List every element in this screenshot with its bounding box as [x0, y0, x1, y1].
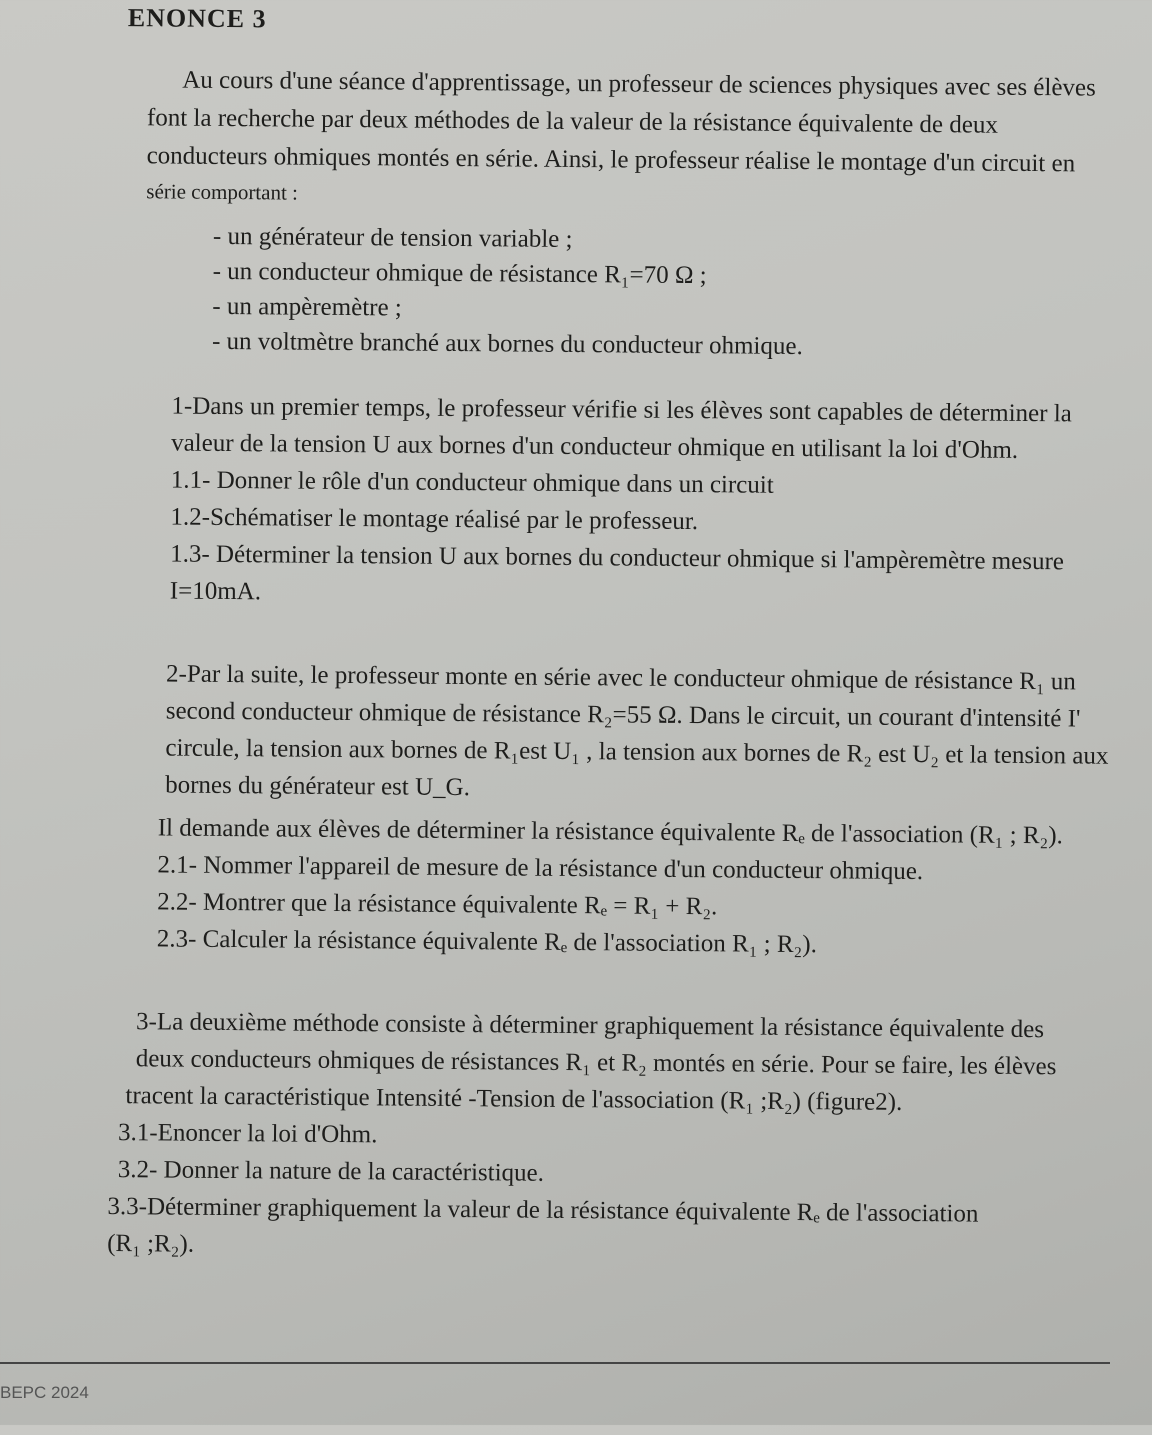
part2-line: circule, la tension aux bornes de R₁est U₁ , la tension aux bornes de R₂ est U₂ et la tension aux — [165, 734, 1109, 770]
intro-line: font la recherche par deux méthodes de la valeur de la résistance équivalente de deux — [146, 104, 999, 139]
part1-line: I=10mA. — [169, 577, 262, 606]
part2-line: 2.2- Montrer que la résistance équivalente Rₑ = R₁ + R₂. — [157, 888, 718, 921]
part1-line: 1.1- Donner le rôle d'un conducteur ohmique dans un circuit — [170, 466, 774, 499]
part1-line: valeur de la tension U aux bornes d'un conducteur ohmique en utilisant la loi d'Ohm. — [171, 429, 1019, 464]
material-item: - un voltmètre branché aux bornes du conducteur ohmique. — [211, 327, 803, 361]
part2-line: 2.1- Nommer l'appareil de mesure de la résistance d'un conducteur ohmique. — [157, 851, 924, 886]
part2-line: 2-Par la suite, le professeur monte en série avec le conducteur ohmique de résistance R₁ un — [166, 660, 1076, 696]
material-item: - un générateur de tension variable ; — [212, 222, 573, 254]
intro-line: conducteurs ohmiques montés en série. Ainsi, le professeur réalise le montage d'un circuit en — [146, 142, 1076, 178]
part1-line: 1.2-Schématiser le montage réalisé par le professeur. — [170, 503, 699, 536]
part2-line: Il demande aux élèves de déterminer la résistance équivalente Rₑ de l'association (R₁ ; R₂). — [157, 814, 1063, 850]
part3-line: tracent la caractéristique Intensité -Tension de l'association (R₁ ;R₂) (figure2). — [125, 1082, 903, 1116]
exercise-title: ENONCE 3 — [127, 3, 267, 34]
part3-line: (R₁ ;R₂). — [107, 1229, 195, 1258]
part3-line: 3-La deuxième méthode consiste à déterminer graphiquement la résistance équivalente des — [135, 1008, 1045, 1044]
part2-line: 2.3- Calculer la résistance équivalente Rₑ de l'association R₁ ; R₂). — [156, 925, 818, 959]
material-item: - un conducteur ohmique de résistance R₁=70 Ω ; — [212, 257, 707, 290]
intro-line: Au cours d'une séance d'apprentissage, un professeur de sciences physiques avec ses élèves — [182, 66, 1096, 102]
part3-line: 3.1-Enoncer la loi d'Ohm. — [118, 1119, 378, 1149]
part1-line: 1.3- Déterminer la tension U aux bornes du conducteur ohmique si l'ampèremètre mesure — [170, 540, 1065, 576]
part3-line: 3.2- Donner la nature de la caractéristique. — [117, 1156, 545, 1187]
part2-line: bornes du générateur est U_G. — [165, 771, 471, 802]
footer-divider — [0, 1362, 1110, 1364]
material-item: - un ampèremètre ; — [212, 292, 402, 322]
part1-line: 1-Dans un premier temps, le professeur vérifie si les élèves sont capables de déterminer la — [171, 392, 1072, 428]
part2-line: second conducteur ohmique de résistance R₂=55 Ω. Dans le circuit, un courant d'intensité I' — [165, 697, 1081, 733]
part3-line: deux conducteurs ohmiques de résistances R₁ et R₂ montés en série. Pour se faire, les élèves — [135, 1045, 1057, 1081]
intro-line: série comportant : — [146, 179, 299, 205]
footer-label: BEPC 2024 — [0, 1383, 89, 1402]
part3-line: 3.3-Déterminer graphiquement la valeur de la résistance équivalente Rₑ de l'association — [107, 1192, 979, 1228]
